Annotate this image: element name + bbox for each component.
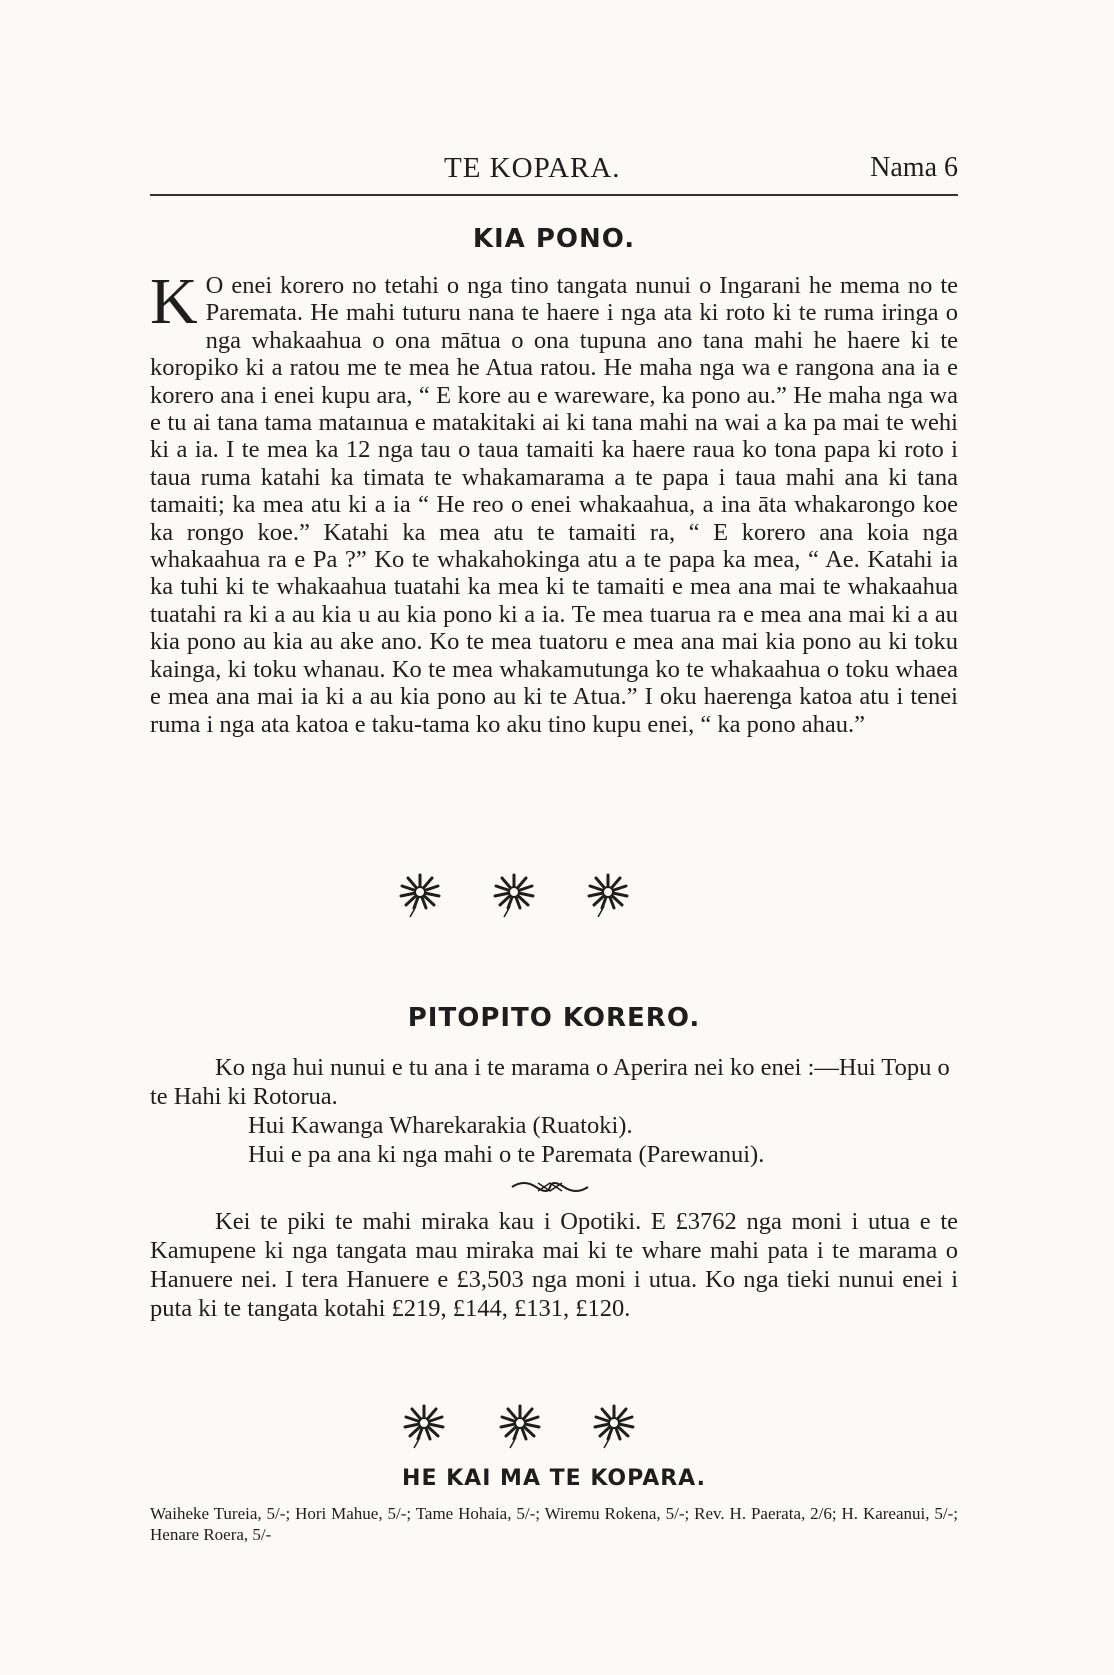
pitopito-intro: Ko nga hui nunui e tu ana i te marama o Aperira nei ko enei :—Hui Topu o te Hahi ki Rotorua. [150,1054,950,1110]
kai-heading: HE KAI MA TE KOPARA. [402,1466,706,1491]
kia-pono-article [150,265,958,738]
flower-ornament-icon [592,1403,636,1449]
drop-cap: K [150,265,198,338]
hui-item: Hui Kawanga Wharekarakia (Ruatoki). [248,1112,633,1139]
pitopito-hui-list [150,1053,958,1169]
page-header [150,152,958,192]
flower-ornament-icon [586,872,630,918]
pitopito-heading: PITOPITO KORERO. [407,1003,701,1033]
hui-item: Hui e pa ana ki nga mahi o te Paremata (Parewanui). [248,1141,765,1168]
donor-text: Waiheke Tureia, 5/-; Hori Mahue, 5/-; Tame Hohaia, 5/-; Wiremu Rokena, 5/-; Rev. H. Paerata, 2/6; H. Kareanui, 5/-; Henare Roera, 5/- [150,1504,958,1544]
flower-ornament-icon [402,1403,446,1449]
donor-list [150,1503,958,1545]
header-rule [150,194,958,196]
flower-ornament-icon [398,872,442,918]
opotiki-text: Kei te piki te mahi miraka kau i Opotiki. E £3762 nga moni i utua e te Kamupene ki nga tangata mau miraka mai ki te whare mahi pata i te marama o Hanuere nei. I tera Hanuere e £3,503 nga moni i utua. Ko nga tieki nunui enei i puta ki te tangata kotahi £219, £144, £131, £120. [150,1208,958,1322]
flower-ornament-icon [492,872,536,918]
flower-ornament-icon [498,1403,542,1449]
ornament-row-2 [150,1403,958,1453]
ornament-row-1 [150,872,958,922]
magazine-title: TE KOPARA. [444,152,621,184]
kia-pono-text: O enei korero no tetahi o nga tino tangata nunui o Ingarani he mema no te Paremata. He mahi tuturu nana te haere i nga ata ki roto ki te ruma iringa o nga whakaahua o ona mātua o ona tupuna ano tana mahi he haere ki te koropiko ki a ratou me te mea he Atua ratou. He maha nga wa e rangona ana ia e korero ana i enei kupu ara, “ E kore au e wareware, ka pono au.” He maha nga wa e tu ai tana tama mataınua e matakitaki ai ki tana mahi na wai a ka pa mai te wehi ki a ia. I te mea ka 12 nga tau o taua tamaiti ka haere raua ko tona papa ki roto i taua ruma katahi ka timata te whakamarama a te papa i taua mahi ana ki tana tamaiti; ka mea atu ki a ia “ He reo o enei whakaahua, a ina āta whakarongo koe ka rongo koe.” Katahi ka mea atu te tamaiti ra, “ E korero ana koia nga whakaahua ra e Pa ?” Ko te whakahokinga atu a te papa ka mea, “ Ae. Katahi ia ka tuhi ki te whakaahua tuatahi ka mea ki te tamaiti e mea ana mai te whakaahua tuatahi ra ki a au kia u au kia pono ki a ia. Te mea tuarua ra e mea ana mai ki a au kia pono au kia au ake ano. Ko te mea tuatoru e mea ana mai kia pono au ki toku kainga, ki toku whanau. Ko te mea whakamutunga ko te whakaahua o toku whaea e mea ana mai ia ki a au kia pono au ki te Atua.” I oku haerenga katoa atu i tenei ruma i nga ata katoa e taku-tama ko aku tino kupu enei, “ ka pono ahau.” [150,272,958,738]
scroll-divider-icon [510,1177,590,1197]
kia-pono-heading: KIA PONO. [472,224,636,254]
page-number: Nama 6 [870,152,958,183]
opotiki-paragraph [150,1207,958,1323]
